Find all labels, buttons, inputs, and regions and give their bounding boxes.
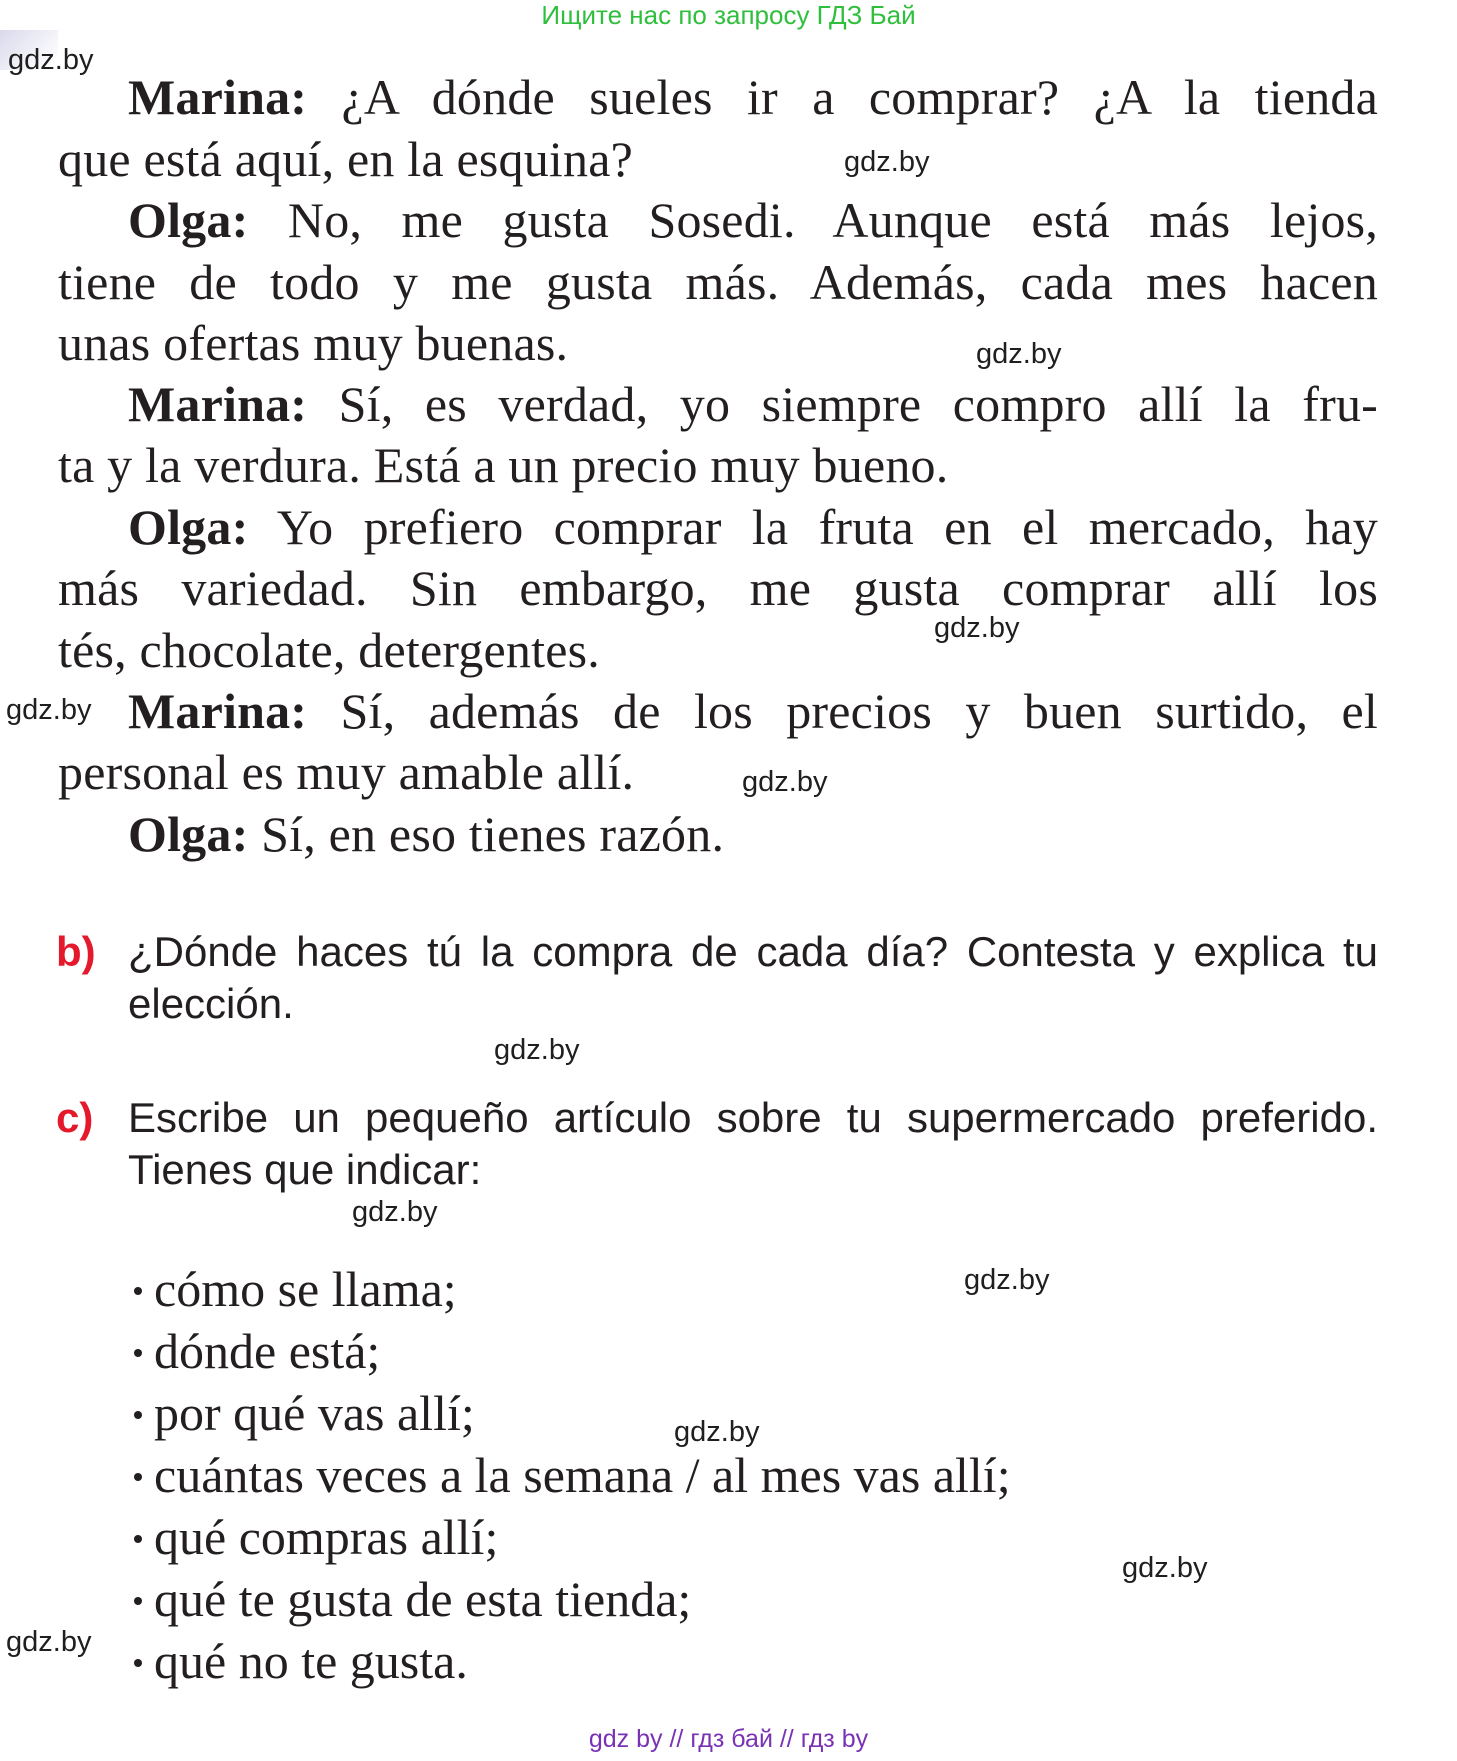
bullet-dot bbox=[134, 1659, 142, 1667]
dialogue-line bbox=[58, 741, 1378, 803]
speech-text: No, me gusta Sosedi. Aunque está más lejos, bbox=[287, 192, 1379, 248]
dialogue-line bbox=[58, 434, 1378, 496]
list-item-text: cuántas veces a la semana / al mes vas allí; bbox=[154, 1447, 1011, 1503]
speaker-name: Marina: bbox=[128, 376, 308, 432]
speech-text: tés, chocolate, detergentes. bbox=[58, 622, 600, 678]
speech-text: Yo prefiero comprar la fruta en el mercado, hay bbox=[276, 499, 1378, 555]
dialogue-line bbox=[128, 680, 1378, 742]
speech-text: personal es muy amable allí. bbox=[58, 744, 635, 800]
speaker-name: Marina: bbox=[128, 683, 308, 739]
speaker-name: Marina: bbox=[128, 69, 308, 125]
bullet-dot bbox=[134, 1287, 142, 1295]
speech-text: Sí, además de los precios y buen surtido, el bbox=[340, 683, 1378, 739]
task-instruction: Escribe un pequeño artículo sobre tu supermercado preferido. bbox=[128, 1094, 1378, 1141]
task-instruction: Tienes que indicar: bbox=[128, 1146, 482, 1193]
list-item bbox=[134, 1630, 468, 1692]
list-item bbox=[134, 1320, 380, 1382]
speech-text: Sí, en eso tienes razón. bbox=[261, 806, 725, 862]
footer-links[interactable]: gdz by // гдз бай // гдз by bbox=[588, 1725, 869, 1753]
dialogue-line bbox=[128, 803, 1378, 865]
list-item bbox=[134, 1382, 475, 1444]
dialogue-line bbox=[58, 128, 1378, 190]
bullet-dot bbox=[134, 1411, 142, 1419]
list-item-text: qué compras allí; bbox=[154, 1509, 499, 1565]
task-letter: c) bbox=[56, 1094, 94, 1141]
watermark: gdz.by bbox=[6, 1626, 92, 1658]
list-item-text: dónde está; bbox=[154, 1323, 381, 1379]
task-letter: b) bbox=[56, 928, 96, 975]
dialogue-line bbox=[128, 496, 1378, 558]
speaker-name: Olga: bbox=[128, 192, 249, 248]
list-item bbox=[134, 1444, 1011, 1506]
watermark: gdz.by bbox=[742, 766, 828, 798]
bullet-dot bbox=[134, 1597, 142, 1605]
speech-text: ta y la verdura. Está a un precio muy bueno. bbox=[58, 437, 949, 493]
list-item-text: qué te gusta de esta tienda; bbox=[154, 1571, 692, 1627]
dialogue-line bbox=[58, 619, 1378, 681]
watermark: gdz.by bbox=[964, 1264, 1050, 1296]
speech-text: ¿A dónde sueles ir a comprar? ¿A la tienda bbox=[341, 69, 1379, 125]
bullet-dot bbox=[134, 1535, 142, 1543]
speaker-name: Olga: bbox=[128, 499, 249, 555]
dialogue-line bbox=[58, 312, 1378, 374]
speaker-name: Olga: bbox=[128, 806, 249, 862]
speech-text: tiene de todo y me gusta más. Además, cada mes hacen bbox=[58, 254, 1378, 310]
list-item-text: qué no te gusta. bbox=[154, 1633, 468, 1689]
list-item bbox=[134, 1568, 691, 1630]
watermark: gdz.by bbox=[1122, 1552, 1208, 1584]
watermark: gdz.by bbox=[6, 694, 92, 726]
speech-text: Sí, es verdad, yo siempre compro allí la fru- bbox=[338, 376, 1378, 432]
watermark: gdz.by bbox=[976, 338, 1062, 370]
dialogue-line bbox=[128, 189, 1378, 251]
dialogue-line bbox=[58, 557, 1378, 619]
speech-text: más variedad. Sin embargo, me gusta comprar allí los bbox=[58, 560, 1378, 616]
bullet-dot bbox=[134, 1473, 142, 1481]
dialogue-line bbox=[58, 251, 1378, 313]
list-item-text: cómo se llama; bbox=[154, 1261, 457, 1317]
watermark: gdz.by bbox=[844, 146, 930, 178]
watermark: gdz.by bbox=[934, 612, 1020, 644]
dialogue-line bbox=[128, 66, 1378, 128]
watermark: gdz.by bbox=[8, 44, 94, 76]
watermark: gdz.by bbox=[352, 1196, 438, 1228]
task-instruction: elección. bbox=[128, 980, 294, 1027]
list-item bbox=[134, 1506, 498, 1568]
speech-text: unas ofertas muy buenas. bbox=[58, 315, 569, 371]
task-instruction: ¿Dónde haces tú la compra de cada día? Contesta y explica tu bbox=[128, 928, 1378, 975]
watermark: gdz.by bbox=[494, 1034, 580, 1066]
dialogue-line bbox=[128, 373, 1378, 435]
search-hint-banner: Ищите нас по запросу ГДЗ Бай bbox=[541, 0, 916, 30]
list-item bbox=[134, 1258, 457, 1320]
list-item-text: por qué vas allí; bbox=[154, 1385, 475, 1441]
speech-text: que está aquí, en la esquina? bbox=[58, 131, 634, 187]
watermark: gdz.by bbox=[674, 1416, 760, 1448]
bullet-dot bbox=[134, 1349, 142, 1357]
